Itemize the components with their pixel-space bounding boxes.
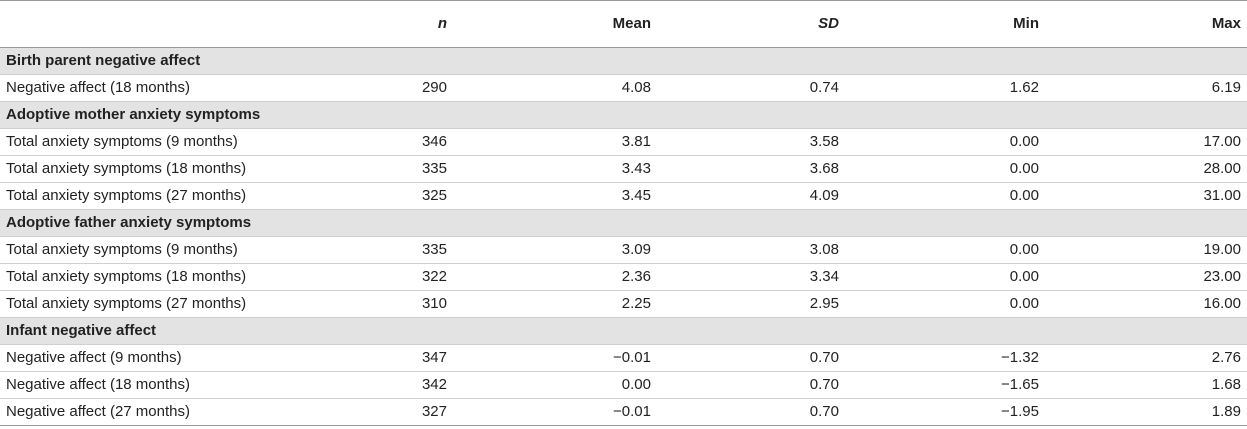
cell-n: 347	[368, 345, 453, 372]
cell-max: 23.00	[1045, 264, 1247, 291]
row-label: Negative affect (9 months)	[0, 345, 368, 372]
cell-n: 346	[368, 129, 453, 156]
table-row	[0, 291, 1247, 318]
cell-sd: 3.58	[657, 129, 845, 156]
table-row	[0, 237, 1247, 264]
cell-max: 28.00	[1045, 156, 1247, 183]
cell-mean: 3.45	[453, 183, 657, 210]
cell-sd: 0.70	[657, 345, 845, 372]
section-title: Adoptive mother anxiety symptoms	[0, 102, 1247, 129]
cell-min: 1.62	[845, 75, 1045, 102]
cell-n: 327	[368, 399, 453, 426]
cell-mean: 2.25	[453, 291, 657, 318]
cell-sd: 0.70	[657, 399, 845, 426]
cell-max: 1.89	[1045, 399, 1247, 426]
row-label: Negative affect (27 months)	[0, 399, 368, 426]
table-row	[0, 264, 1247, 291]
cell-sd: 3.08	[657, 237, 845, 264]
cell-min: 0.00	[845, 183, 1045, 210]
cell-min: −1.95	[845, 399, 1045, 426]
table-row	[0, 183, 1247, 210]
cell-n: 335	[368, 237, 453, 264]
row-label: Total anxiety symptoms (18 months)	[0, 156, 368, 183]
cell-n: 322	[368, 264, 453, 291]
table-row	[0, 129, 1247, 156]
table-row	[0, 372, 1247, 399]
header-max: Max	[1045, 1, 1247, 48]
cell-min: −1.65	[845, 372, 1045, 399]
cell-mean: 3.81	[453, 129, 657, 156]
cell-max: 2.76	[1045, 345, 1247, 372]
section-header-birth-parent	[0, 48, 1247, 75]
cell-max: 16.00	[1045, 291, 1247, 318]
section-header-adoptive-mother	[0, 102, 1247, 129]
cell-max: 31.00	[1045, 183, 1247, 210]
cell-mean: 4.08	[453, 75, 657, 102]
row-label: Negative affect (18 months)	[0, 75, 368, 102]
cell-sd: 4.09	[657, 183, 845, 210]
row-label: Negative affect (18 months)	[0, 372, 368, 399]
header-label	[0, 1, 368, 48]
cell-max: 6.19	[1045, 75, 1247, 102]
row-label: Total anxiety symptoms (9 months)	[0, 237, 368, 264]
cell-min: 0.00	[845, 264, 1045, 291]
cell-n: 310	[368, 291, 453, 318]
cell-sd: 0.70	[657, 372, 845, 399]
row-label: Total anxiety symptoms (18 months)	[0, 264, 368, 291]
cell-sd: 3.68	[657, 156, 845, 183]
cell-sd: 3.34	[657, 264, 845, 291]
header-min: Min	[845, 1, 1045, 48]
cell-min: 0.00	[845, 237, 1045, 264]
cell-min: 0.00	[845, 129, 1045, 156]
row-label: Total anxiety symptoms (9 months)	[0, 129, 368, 156]
cell-mean: 2.36	[453, 264, 657, 291]
cell-max: 19.00	[1045, 237, 1247, 264]
cell-mean: 0.00	[453, 372, 657, 399]
cell-min: 0.00	[845, 156, 1045, 183]
section-title: Birth parent negative affect	[0, 48, 1247, 75]
table-row	[0, 345, 1247, 372]
header-sd: SD	[657, 1, 845, 48]
table-row	[0, 75, 1247, 102]
cell-mean: 3.09	[453, 237, 657, 264]
cell-max: 1.68	[1045, 372, 1247, 399]
cell-sd: 2.95	[657, 291, 845, 318]
cell-mean: −0.01	[453, 399, 657, 426]
section-header-adoptive-father	[0, 210, 1247, 237]
cell-n: 290	[368, 75, 453, 102]
cell-mean: −0.01	[453, 345, 657, 372]
section-header-infant	[0, 318, 1247, 345]
table-row	[0, 156, 1247, 183]
row-label: Total anxiety symptoms (27 months)	[0, 183, 368, 210]
cell-mean: 3.43	[453, 156, 657, 183]
table-row	[0, 399, 1247, 426]
cell-min: 0.00	[845, 291, 1045, 318]
header-n: n	[368, 1, 453, 48]
cell-sd: 0.74	[657, 75, 845, 102]
cell-n: 342	[368, 372, 453, 399]
cell-n: 335	[368, 156, 453, 183]
header-row	[0, 1, 1247, 48]
section-title: Adoptive father anxiety symptoms	[0, 210, 1247, 237]
row-label: Total anxiety symptoms (27 months)	[0, 291, 368, 318]
cell-n: 325	[368, 183, 453, 210]
cell-min: −1.32	[845, 345, 1045, 372]
cell-max: 17.00	[1045, 129, 1247, 156]
header-mean: Mean	[453, 1, 657, 48]
section-title: Infant negative affect	[0, 318, 1247, 345]
